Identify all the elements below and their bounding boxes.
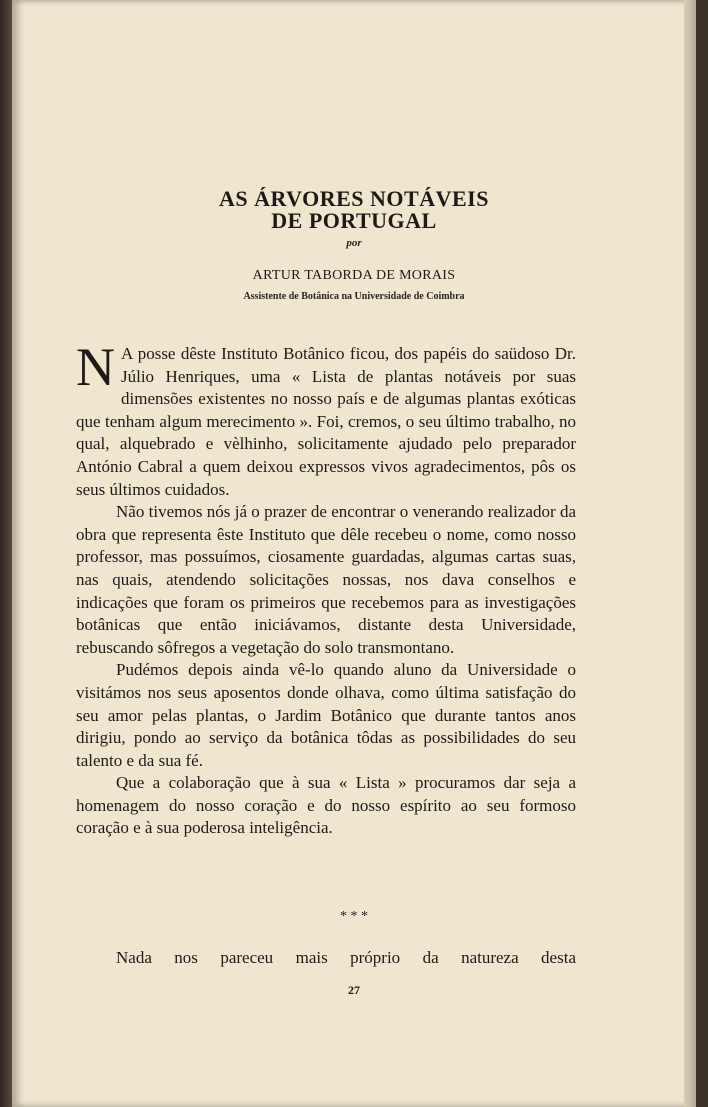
drop-cap: N [76,337,115,397]
article-title-line-1: AS ÁRVORES NOTÁVEIS [219,186,489,211]
paragraph-5: Nada nos pareceu mais próprio da natureza desta [116,948,576,967]
article-title-line-2: DE PORTUGAL [271,208,437,233]
separator-asterisks: * * * [340,909,368,924]
page-number: 27 [348,983,360,997]
paragraph-1-text: A posse dêste Instituto Botânico ficou, dos papéis do saüdoso Dr. Júlio Henriques, uma « Lista de plantas notáveis por suas dimensões existentes no nosso país e de algumas plantas exóticas que tenham algum merecimento ». Foi, cremos, o seu último trabalho, no qual, alquebrado e vèlhinho, solicitamente ajudado pelo preparador António Cabral a quem deixou expressos vivos agradecimentos, pôs os seus últimos cuidados. [76,344,576,499]
page-edge [684,0,696,1107]
paragraph-2: Não tivemos nós já o prazer de encontrar o venerando realizador da obra que representa êste Instituto que dêle recebeu o nome, como nosso professor, mas possuímos, ciosamente guardadas, algumas cartas suas, nas quais, atendendo solicitações nossas, nos dava conselhos e indicações que foram os primeiros que recebemos para as investigações botânicas que então iniciávamos, distante desta Universidade, rebuscando sôfregos a vegetação do solo transmontano. [76,502,576,657]
author-name: ARTUR TABORDA DE MORAIS [252,268,456,283]
paragraph-3: Pudémos depois ainda vê-lo quando aluno da Universidade o visitámos nos seus aposentos donde olhava, como última satisfação do seu amor pelas plantas, o Jardim Botânico que durante tantos anos dirigiu, pondo ao serviço da botânica tôdas as possibilidades do seu talento e da sua fé. [76,660,576,770]
author-affiliation: Assistente de Botânica na Universidade de Coimbra [243,291,465,302]
section-separator [0,909,708,924]
article-body [76,337,576,840]
paragraph-4: Que a colaboração que à sua « Lista » procuramos dar seja a homenagem do nosso coração e do nosso espírito ao seu formoso coração e à sua poderosa inteligência. [76,773,576,838]
byline-por: por [346,237,362,249]
book-spine [0,0,12,1107]
paragraph-1 [76,337,576,501]
